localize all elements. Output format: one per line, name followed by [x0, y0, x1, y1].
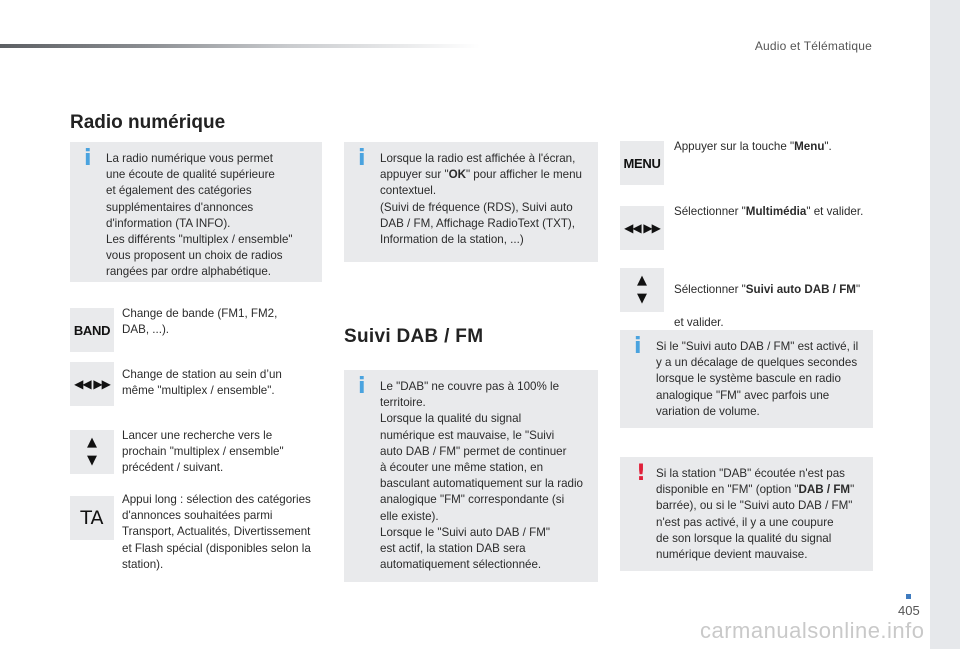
band-key-desc: Change de bande (FM1, FM2, DAB, ...).: [122, 307, 278, 337]
seek-arrows-icon: ◀◀ ▶▶: [70, 362, 114, 406]
info-icon: i: [84, 146, 92, 171]
ta-key-icon: TA: [70, 496, 114, 540]
info-note-text: La radio numérique vous permet une écoute de qualité supérieure et également des catégories supplémentaires d'annonces d'information (TA INFO). Les différents "multiplex / ensemble" vous proposent un choix de radios rangées par ordre alphabétique.: [106, 152, 293, 279]
seek-key-desc: Change de station au sein d’un même "multiplex / ensemble".: [122, 368, 282, 398]
up-down-arrows-icon: [70, 430, 114, 474]
seek-arrows-icon: ◀◀ ▶▶: [620, 206, 664, 250]
info-note-menu: [344, 142, 598, 262]
step-menu-desc: Appuyer sur la touche "Menu".: [674, 140, 832, 153]
header-gradient-bar: [0, 44, 480, 48]
header-title: Audio et Télématique: [754, 39, 872, 53]
menu-key-icon: MENU: [620, 141, 664, 185]
down-arrow-icon: ▼: [637, 291, 647, 306]
search-key-desc: Lancer une recherche vers le prochain "multiplex / ensemble" précédent / suivant.: [122, 429, 284, 475]
page-marker: [906, 594, 911, 599]
step-suivi-desc: Sélectionner "Suivi auto DAB / FM" et valider.: [674, 283, 861, 329]
info-icon: i: [358, 374, 366, 399]
info-note-radio: [70, 142, 322, 282]
watermark: carmanualsonline.info: [700, 618, 925, 643]
down-arrow-icon: ▼: [87, 453, 97, 468]
info-note-decalage-text: Si le "Suivi auto DAB / FM" est activé, il y a un décalage de quelques secondes lorsque le système bascule en radio analogique "FM" avec parfois une variation de volume.: [656, 340, 859, 418]
info-note-decalage: [620, 330, 873, 428]
info-icon: i: [634, 334, 642, 359]
right-edge-strip: [930, 0, 960, 649]
section-title-suivi-dab-fm: Suivi DAB / FM: [344, 326, 484, 347]
step-multimedia-desc: Sélectionner "Multimédia" et valider.: [674, 205, 864, 218]
warning-icon: !: [636, 461, 647, 486]
info-note-menu-text: Lorsque la radio est affichée à l'écran, appuyer sur "OK" pour afficher le menu contextuel. (Suivi de fréquence (RDS), Suivi auto DAB / FM, Affichage RadioText (TXT), Information de la station, ...): [380, 152, 582, 247]
info-icon: i: [358, 146, 366, 171]
up-down-arrows-icon: [620, 268, 664, 312]
page-number: 405: [898, 603, 920, 618]
band-key-icon: BAND: [70, 308, 114, 352]
warning-note-text: Si la station "DAB" écoutée n'est pas disponible en "FM" (option "DAB / FM" barrée), ou si le "Suivi auto DAB / FM" n'est pas activé, il y a une coupure de son lorsque la qualité du signal numérique devient mauvaise.: [656, 467, 855, 562]
up-arrow-icon: ▲: [637, 273, 647, 288]
section-title-radio-numerique: Radio numérique: [70, 112, 226, 133]
info-note-dab-text: Le "DAB" ne couvre pas à 100% le territoire. Lorsque la qualité du signal numérique est mauvaise, le "Suivi auto DAB / FM" permet de continuer à écouter une même station, en basculant automatiquement sur la radio analogique "FM" correspondante (si elle existe). Lorsque le "Suivi auto DAB / FM" est actif, la station DAB sera automatiquement sélectionnée.: [380, 380, 584, 572]
up-arrow-icon: ▲: [87, 435, 97, 450]
info-note-dab: [344, 370, 598, 582]
warning-note-coupure: [620, 457, 873, 571]
ta-key-desc: Appui long : sélection des catégories d'annonces souhaitées parmi Transport, Actualités, Divertissement et Flash spécial (disponibles selon la station).: [122, 493, 311, 571]
